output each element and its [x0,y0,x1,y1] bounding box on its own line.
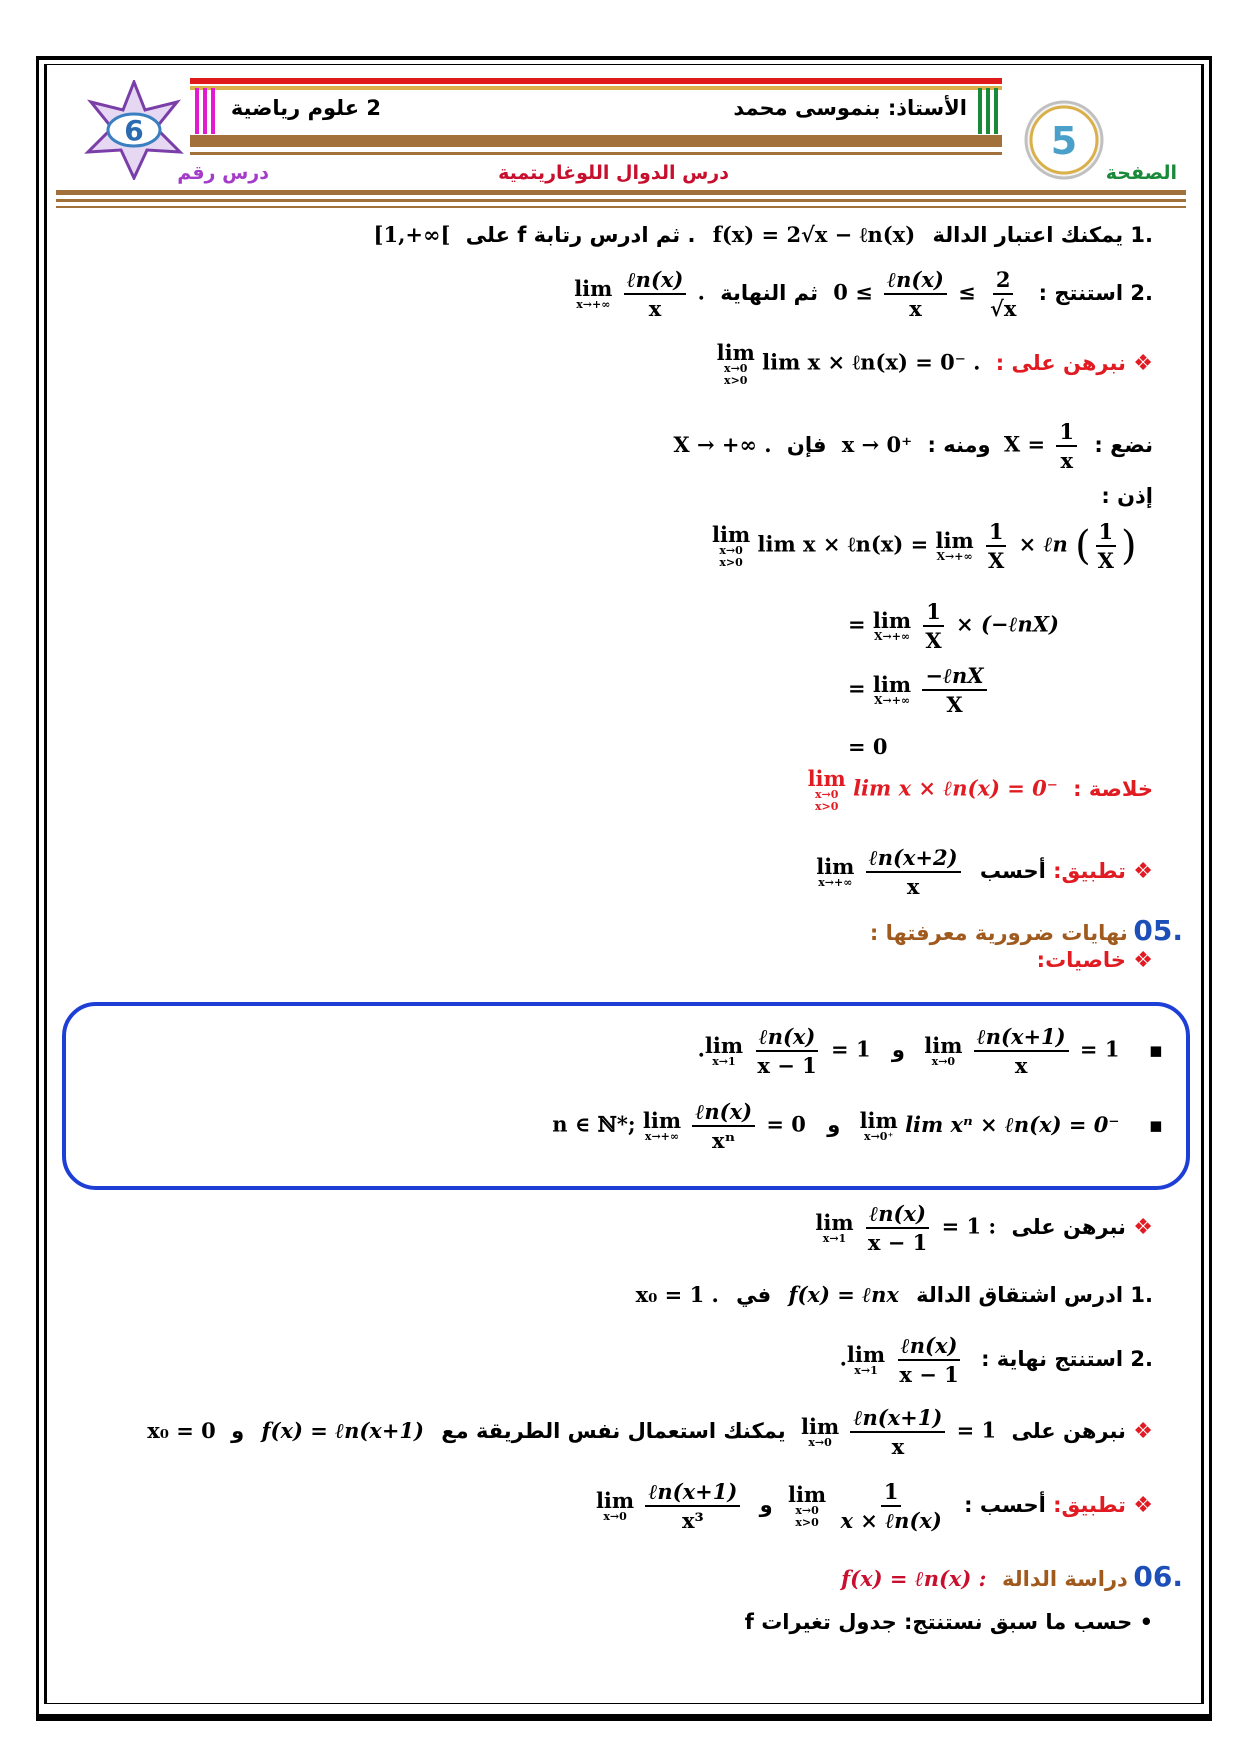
step3-num: −ℓnX [922,664,986,691]
box-l2b-num: ℓn(x) [692,1100,755,1127]
app1-formula [816,846,964,898]
lim-sub: x→+∞ [818,875,853,889]
step3-den: X [946,692,963,718]
so-label: إذن : [1101,484,1153,508]
box-l1b-eq: = 1 [831,1036,871,1062]
page-number: 5 [1050,119,1078,163]
square-bullet-icon: ▪ [1148,1113,1163,1138]
lim-word: lim [704,1032,744,1058]
square-bullet-icon: ▪ [1148,1038,1163,1063]
p2-q2-num: ℓn(x) [898,1334,961,1361]
diamond-bullet-icon: ❖ [1133,859,1153,885]
set-num: 1 [1056,420,1077,447]
lim-sub: x→0 [814,788,839,801]
proof3-point: x₀ = 0 [147,1418,216,1444]
step1-den: X [987,548,1005,574]
step2: = lim X→+∞ $\frac{1}{X}$ × (−ℓnX) [848,599,1059,654]
lim-sub: X→+∞ [936,549,973,563]
app2-b-num: ℓn(x+1) [645,1480,740,1507]
page-frame-bottom-rule [36,1718,1212,1721]
app1-den: x [906,874,920,900]
lim-sub: x→0 [795,1504,819,1518]
step1: lim x→0 x>0 lim x × ℓn(x) = lim X→+∞ $\frac{1}{X}$ × ℓn ( $\frac{1}{X}$ ) [712,519,1137,574]
header-brown-band [190,135,1002,147]
p2-q1-formula: f(x) = ℓnx [788,1282,899,1307]
proof2-formula [815,1202,996,1254]
then-label: فإن [786,433,827,458]
header-rule-1 [56,190,1186,195]
last-line [745,1610,1153,1634]
q2-dot: . [697,279,705,305]
conclusion-line [800,768,1153,812]
lim-sub: x→0 [724,362,748,375]
set-formula [1004,420,1081,472]
p2-q1-text: .1 ادرس اشتقاق الدالة [916,1283,1153,1307]
p2-q1-line [626,1282,1153,1308]
q2-ineq-num: ℓn(x) [884,268,947,295]
app2-text: أحسب : [964,1493,1046,1518]
q2-lim-num: ℓn(x) [624,268,687,295]
lim-sub2: x>0 [814,799,839,813]
proof2-line [807,1202,1153,1254]
lim-sub: x→1 [854,1363,878,1377]
sec06-heading [831,1560,1183,1593]
q2-text: .2 استنتج : [1038,281,1153,306]
lim-sub2: x>0 [719,555,743,569]
diamond-bullet-icon: ❖ [1133,1419,1153,1445]
lesson-title: درس الدوال اللوغاريتمية [498,162,729,184]
p2-q2-den: x − 1 [899,1362,959,1388]
box-l2b-den: xⁿ [712,1128,736,1154]
and-word: و [891,1038,905,1063]
lim-sub: x→1 [822,1231,847,1245]
app2-b-den: x³ [682,1508,704,1534]
header-rule-3 [56,206,1186,208]
app1-num: ℓn(x+2) [866,846,961,873]
box-l1b-num: ℓn(x) [756,1025,819,1052]
q2-inequality [833,268,1023,320]
proof3-label: نبرهن على [1011,1419,1126,1444]
lim-word: lim [800,1413,840,1439]
box-l2-n: n ∈ ℕ*; [552,1111,636,1137]
step1-left: lim x × ℓn(x) = [757,531,929,557]
bullet-dot-icon: • [1139,1610,1153,1634]
lim-word: lim [716,340,755,365]
proof1-label: نبرهن على : [995,351,1126,376]
app2-a-num: 1 [881,1480,902,1507]
app2-b [596,1480,744,1532]
p2-q2-text: .2 استنتج نهاية : [981,1347,1153,1372]
box-line-1 [684,1025,1163,1077]
q1-formula: f(x) = 2√x − ℓn(x) [712,222,916,247]
lim-word: lim [816,853,855,879]
proof1-formula-wrap [717,342,981,386]
lim-sub: x→0 [719,544,743,558]
proof3-eq: = 1 [956,1417,997,1443]
lesson-number-label: درس رقم [177,162,269,184]
box-l1a-num: ℓn(x+1) [974,1025,1069,1052]
set-X: X = [1003,431,1046,457]
lim-word: lim [642,1107,682,1133]
then-formula: X → +∞ . [673,432,772,458]
lim-sub: x→0 [931,1054,956,1068]
props-line [1037,948,1153,973]
proof3-function: f(x) = ℓn(x+1) [261,1418,424,1444]
q1-line [366,222,1153,248]
header-stripes-right [978,88,998,134]
sec05-title: نهايات ضرورية معرفتها : [869,921,1128,945]
p2-q1-in: في [736,1283,772,1307]
diamond-bullet-icon: ❖ [1133,351,1153,377]
lim-sub: x→0⁺ [864,1129,894,1143]
box-l2b [552,1100,806,1152]
page-label: الصفحة [1105,162,1177,184]
proof2-den: x − 1 [867,1230,928,1256]
app2-label: تطبيق: [1053,1493,1126,1518]
proof1-line [709,342,1153,386]
and-word: و [759,1493,773,1518]
q2-line [566,268,1153,320]
q1-text: .1 يمكنك اعتبار الدالة [932,223,1153,247]
header-rule-2 [56,199,1186,202]
lim-sub2: x>0 [795,1515,819,1529]
set-den: x [1060,448,1073,474]
conclusion-label: خلاصة : [1073,777,1153,802]
lim-sub: X→+∞ [873,629,911,643]
q2-ineq-rden: √x [990,296,1017,322]
app1-text: أحسب [979,859,1046,884]
lim-sub2: x>0 [724,373,748,387]
sec06-number: .06 [1133,1560,1183,1593]
q2-ineq-rnum: 2 [993,268,1014,295]
lim-word: lim [807,766,846,791]
sec05-heading [870,914,1183,947]
header-stripes-left [195,88,215,134]
diamond-bullet-icon: ❖ [1133,1493,1153,1519]
q1-interval: [1,+∞[ [373,222,451,247]
lim-word: lim [574,275,613,301]
and-word: و [231,1419,245,1444]
box-l1b-den: x − 1 [757,1053,817,1079]
set-label: نضع : [1094,433,1153,458]
q2-lim-den: x [648,296,662,322]
set-line [665,420,1153,472]
p2-q2-formula: . lim x→1 $\frac{\text{ℓn(x)}}{x - 1}$ [840,1334,966,1386]
proof1-dot: . [973,349,981,375]
sec06-title: دراسة الدالة [1002,1567,1128,1591]
app1-line [808,846,1153,898]
lim-sub: x→1 [712,1054,736,1068]
box-line-2 [538,1100,1163,1152]
conclusion-formula-wrap [808,768,1058,812]
lim-word: lim [595,1487,635,1513]
p2-q2-line [832,1334,1153,1386]
q2-ineq-left: 0 ≤ [833,279,873,305]
step2-den: X [925,628,942,654]
lim-sub: x→0 [808,1435,832,1449]
lesson-number: 6 [124,114,144,147]
lim-word: lim [872,671,912,697]
box-l2a [859,1107,1120,1143]
lim-sub: x→+∞ [644,1129,680,1143]
q2-ineq-le: ≤ [958,279,976,305]
box-l1a [924,1025,1119,1077]
sec05-number: .05 [1133,914,1183,947]
app2-a-den: x × ℓn(x) [840,1508,942,1534]
hence-formula: x → 0⁺ [841,432,913,458]
box-l1a-eq: = 1 [1079,1036,1120,1062]
app2-a [788,1480,949,1532]
conclusion-formula: lim x × ℓn(x) = 0⁻ [853,775,1058,801]
proof3-num: ℓn(x+1) [850,1406,945,1433]
header-gold-band [190,86,1002,90]
proof1-formula: lim x × ℓn(x) = 0⁻ [762,349,966,375]
q2-then: ثم النهاية [720,281,818,306]
box-l1a-den: x [1014,1053,1028,1079]
proof3-den: x [891,1434,905,1460]
diamond-bullet-icon: ❖ [1133,1215,1153,1241]
lim-word: lim [787,1482,827,1508]
header-red-band [190,78,1002,84]
hence-label: ومنه : [927,433,991,458]
header-brown-thin-band [190,152,1002,155]
lim-sub: X→+∞ [873,693,911,707]
proof3-line [139,1406,1153,1458]
q2-ineq-den: x [909,296,922,322]
step1-num: 1 [986,520,1007,547]
q2-limit [574,268,705,320]
lim-word: lim [935,527,974,553]
q1-rest: . ثم ادرس رتابة f على [465,223,696,247]
level-title: 2 علوم رياضية [230,96,381,120]
proof2-label: نبرهن على [1011,1215,1126,1240]
app2-line [588,1480,1153,1532]
step1-inner-num: 1 [1096,520,1117,547]
sec06-formula: f(x) = ℓn(x) : [841,1566,987,1591]
page-circle-badge [1022,98,1106,182]
proof2-num: ℓn(x) [866,1202,929,1229]
props-label: خاصيات: [1036,948,1126,972]
proof3-formula-wrap [801,1406,996,1458]
lim-word: lim [872,607,912,633]
step1-right: × ℓn [1018,531,1068,557]
box-l2a-formula: lim xⁿ × ℓn(x) = 0⁻ [905,1111,1120,1137]
step4: = 0 [848,734,888,759]
proof3-text: يمكنك استعمال نفس الطريقة مع [441,1419,786,1444]
last-line-text: حسب ما سبق نستنتج: جدول تغيرات f [744,1610,1133,1634]
step2-rest: × (−ℓnX) [956,611,1059,637]
box-l2b-eq: = 0 [766,1111,806,1137]
lim-sub: x→+∞ [576,297,611,311]
app1-label: تطبيق: [1053,859,1126,884]
p2-q1-point: x₀ = 1 . [635,1282,719,1307]
and-word: و [827,1113,841,1138]
step1-inner-den: X [1097,548,1114,574]
lim-word: lim [712,522,751,548]
box-l1b: . lim x→1 $\frac{\text{ℓn(x)}}{x - 1}$ = 1 [697,1024,871,1079]
proof2-eq: = 1 : [941,1213,997,1239]
lim-word: lim [815,1209,854,1235]
teacher-name: الأستاذ: بنموسى محمد [733,96,967,120]
lesson-star-badge [84,80,184,180]
step2-num: 1 [923,600,944,627]
lim-word: lim [859,1107,898,1133]
lim-word: lim [846,1341,886,1367]
lim-word: lim [924,1032,963,1058]
lim-sub: x→0 [603,1509,627,1523]
step3: = lim X→+∞ $\frac{\text{−ℓnX}}{X}$ [848,664,991,716]
diamond-bullet-icon: ❖ [1133,948,1153,973]
